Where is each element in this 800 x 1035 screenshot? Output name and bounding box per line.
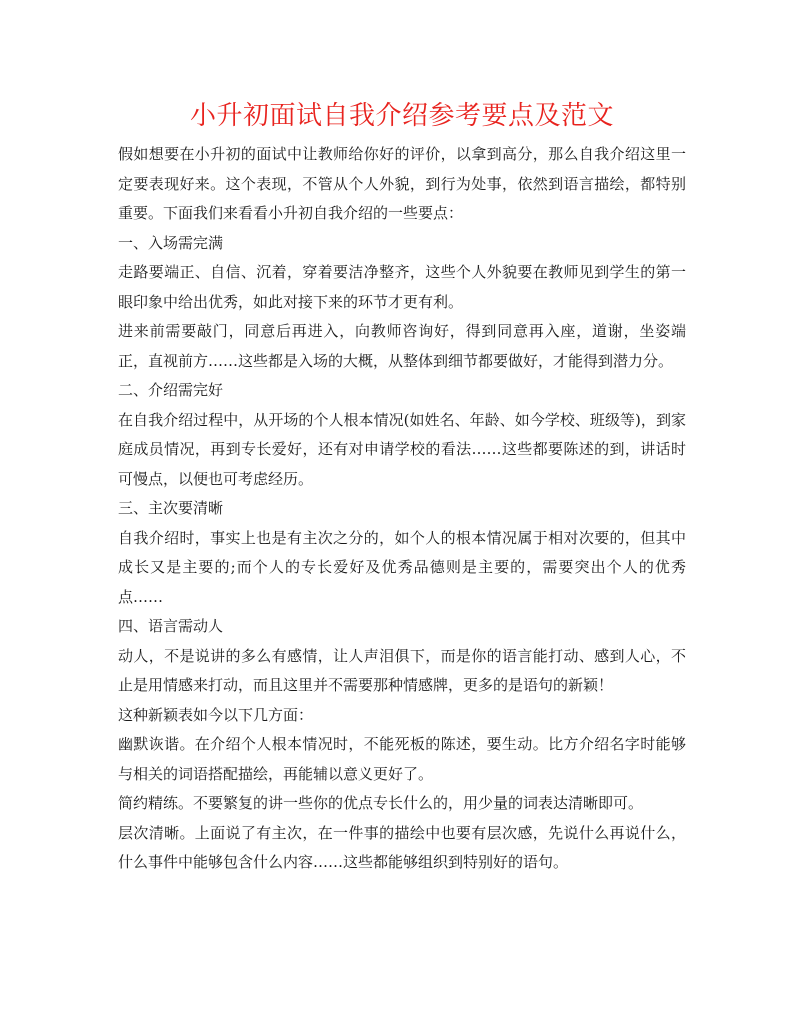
section-2-paragraph-1: 在自我介绍过程中，从开场的个人根本情况(如姓名、年龄、如今学校、班级等)，到家庭成员情况，再到专长爱好，还有对申请学校的看法……这些都要陈述的到，讲话时可慢点，以便也可考虑经历。 bbox=[118, 410, 686, 488]
section-4-paragraph-4: 简约精练。不要繁复的讲一些你的优点专长什么的，用少量的词表达清晰即可。 bbox=[118, 794, 644, 812]
section-heading-entrance: 一、入场需完满 bbox=[118, 233, 224, 252]
document-page bbox=[118, 96, 686, 878]
document-title: 小升初面试自我介绍参考要点及范文 bbox=[189, 101, 614, 131]
section-3-paragraph-1: 自我介绍时，事实上也是有主次之分的，如个人的根本情况属于相对次要的，但其中成长又是主要的;而个人的专长爱好及优秀品德则是主要的，需要突出个人的优秀点…… bbox=[118, 528, 686, 606]
section-heading-introduction: 二、介绍需完好 bbox=[118, 381, 224, 399]
section-heading-priority: 三、主次要清晰 bbox=[118, 499, 224, 517]
section-4-paragraph-1: 动人，不是说讲的多么有感情，让人声泪俱下，而是你的语言能打动、感到人心，不止是用情感来打动，而且这里并不需要那种情感牌，更多的是语句的新颖！ bbox=[118, 646, 686, 694]
section-4-paragraph-5: 层次清晰。上面说了有主次，在一件事的描绘中也要有层次感，先说什么再说什么，什么事件中能够包含什么内容……这些都能够组织到特别好的语句。 bbox=[118, 823, 686, 871]
intro-paragraph: 假如想要在小升初的面试中让教师给你好的评价，以拿到高分，那么自我介绍这里一定要表现好来。这个表现，不管从个人外貌，到行为处事，依然到语言描绘，都特别重要。下面我们来看看小升初自我介绍的一些要点： bbox=[118, 145, 686, 222]
section-1-paragraph-2: 进来前需要敲门，同意后再进入，向教师咨询好，得到同意再入座，道谢，坐姿端正，直视前方……这些都是入场的大概，从整体到细节都要做好，才能得到潜力分。 bbox=[118, 322, 686, 370]
section-1-paragraph-1: 走路要端正、自信、沉着，穿着要洁净整齐，这些个人外貌要在教师见到学生的第一眼印象中给出优秀，如此对接下来的环节才更有利。 bbox=[118, 263, 686, 311]
section-4-paragraph-2: 这种新颖表如今以下几方面： bbox=[118, 705, 314, 724]
section-4-paragraph-3: 幽默诙谐。在介绍个人根本情况时，不能死板的陈述，要生动。比方介绍名字时能够与相关的词语搭配描绘，再能辅以意义更好了。 bbox=[118, 735, 686, 783]
section-heading-language: 四、语言需动人 bbox=[118, 617, 224, 635]
